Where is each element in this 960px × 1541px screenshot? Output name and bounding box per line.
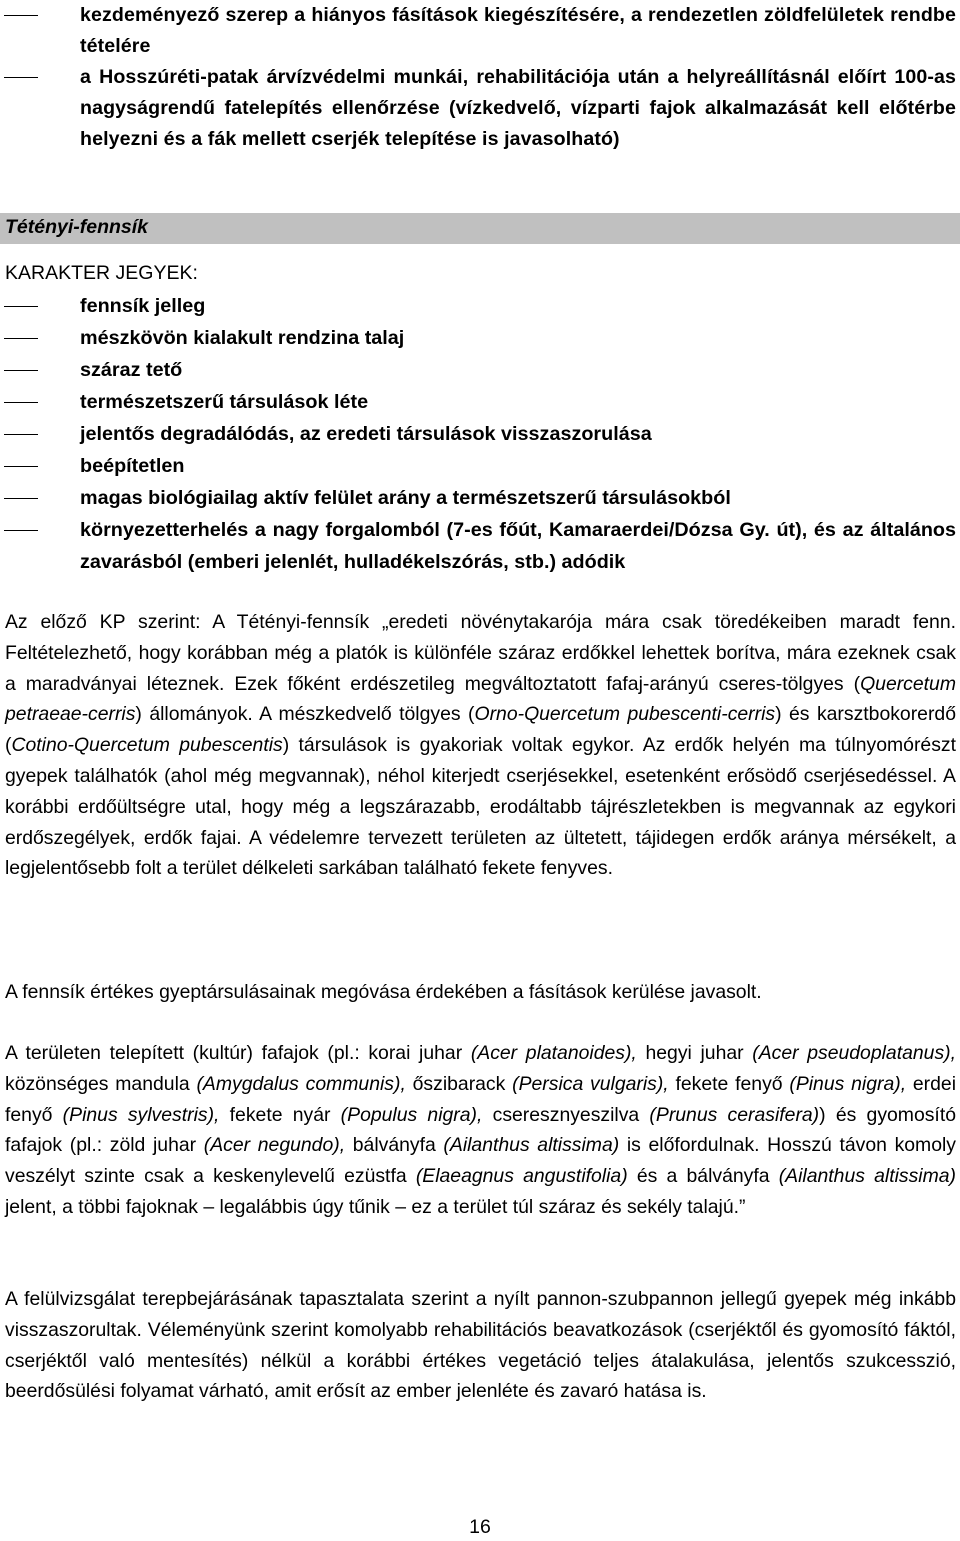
text-segment: és a bálványfa — [627, 1165, 779, 1188]
trait-text: fennsík jelleg — [80, 295, 206, 317]
trait-text: beépítetlen — [80, 455, 185, 477]
text-segment: bálványfa — [345, 1134, 444, 1157]
species-name: (Ailanthus altissima) — [443, 1134, 620, 1157]
list-item — [0, 0, 960, 62]
dash-bullet-icon — [4, 498, 38, 499]
species-name: Cotino-Quercetum pubescentis — [11, 734, 283, 757]
paragraph-previous-plan — [5, 607, 956, 884]
text-segment: ) és gyomosító fafajok (pl.: zöld juhar — [5, 1103, 956, 1157]
list-item — [0, 418, 960, 450]
dash-bullet-icon — [4, 77, 38, 78]
recommendation-list — [0, 0, 960, 155]
list-item — [0, 62, 960, 155]
species-name: (Populus nigra), — [340, 1103, 483, 1126]
dash-bullet-icon — [4, 338, 38, 339]
text-segment: is előfordulnak. Hosszú távon komoly veszélyt szinte csak a keskenylevelű ezüstfa — [5, 1134, 956, 1188]
species-name: (Amygdalus communis), — [196, 1072, 406, 1095]
text-segment: fekete nyár — [219, 1103, 341, 1126]
dash-bullet-icon — [4, 306, 38, 307]
text-segment: ) társulások is gyakoriak voltak egykor. Az erdők helyén ma túlnyomórészt gyepek találhatók (ahol még megvannak), néhol kiterjedt cserjésekkel, esetenként erősödő cserjésedéssel. A korábbi erdőültségre utal, hogy még a legszárazabb, erodáltabb tájrészletekben is megvannak az egykori erdőszegélyek, erdők fajai. A védelemre tervezett területen az ültetett, tájidegen erdők aránya mérsékelt, a legjelentősebb folt a terület délkeleti sarkában található fekete fenyves. — [5, 734, 956, 880]
species-name: (Persica vulgaris), — [512, 1072, 669, 1095]
text-segment: őszibarack — [405, 1072, 513, 1095]
text-segment: hegyi juhar — [636, 1042, 753, 1064]
dash-bullet-icon — [4, 466, 38, 467]
text-segment: erdei fenyő — [5, 1072, 957, 1126]
list-item — [0, 354, 960, 386]
species-name: Orno-Quercetum pubescenti-cerris — [474, 703, 776, 726]
list-item — [0, 386, 960, 418]
species-name: (Pinus sylvestris), — [62, 1103, 220, 1126]
trait-text: száraz tető — [80, 359, 183, 381]
trait-text: magas biológiailag aktív felület arány a természetszerű társulásokból — [80, 487, 731, 509]
species-name: (Elaeagnus angustifolia) — [415, 1165, 628, 1188]
text-segment: jelent, a többi fajoknak – legalábbis úgy tűnik – ez a terület túl száraz és sekély talajú.” — [5, 1195, 746, 1218]
list-item — [0, 450, 960, 482]
list-item-text: kezdeményező szerep a hiányos fásítások kiegészítésére, a rendezetlen zöldfelületek rendbe tételére — [80, 4, 956, 57]
dash-bullet-icon — [4, 530, 38, 531]
trait-text: jelentős degradálódás, az eredeti társulások visszaszorulása — [80, 423, 652, 445]
list-item — [0, 482, 960, 514]
text-segment: Az előző KP szerint: A Tétényi-fennsík „eredeti növénytakarója mára csak töredékeiben maradt fenn. Feltételezhető, hogy korábban még a platók is különféle száraz erdőkkel lehettek borítva, mára ezeknek csak a maradványai léteznek. Ezek főként erdészetileg megváltoztatott fafaj-arányú cseres-tölgyes ( — [5, 611, 956, 695]
list-item — [0, 514, 960, 578]
list-item — [0, 290, 960, 322]
paragraph-review-findings: A felülvizsgálat terepbejárásának tapasztalata szerint a nyílt pannon-szubpannon jellegű gyepek még inkább visszaszorultak. Véleményünk szerint komolyabb rehabilitációs beavatkozások (cserjéktől és gyomosító fáktól, cserjéktől való mentesítés) nélkül a korábbi értékes vegetáció teljes átalakulása, jelentős szukcesszió, beerdősülési folyamat várható, amit erősít az ember jelenléte és zavaró hatása is. — [5, 1288, 956, 1403]
dash-bullet-icon — [4, 370, 38, 371]
species-name: (Acer negundo), — [203, 1134, 346, 1157]
species-name: Quercetum petraeae-cerris — [5, 672, 956, 726]
text-segment: ) állományok. A mészkedvelő tölgyes ( — [135, 703, 475, 726]
species-name: (Ailanthus altissima) — [778, 1165, 956, 1188]
dash-bullet-icon — [4, 434, 38, 435]
species-name: (Acer pseudoplatanus), — [752, 1042, 956, 1064]
section-heading-bar — [0, 213, 960, 244]
traits-label: KARAKTER JEGYEK: — [5, 262, 198, 284]
paragraph-grassland-protection: A fennsík értékes gyeptársulásainak megóvása érdekében a fásítások kerülése javasolt. — [5, 981, 762, 1003]
page-number: 16 — [469, 1516, 491, 1538]
text-segment: cseresznyeszilva — [482, 1103, 650, 1126]
text-segment: közönséges mandula — [5, 1072, 197, 1095]
species-name: (Prunus cerasifera) — [649, 1103, 820, 1126]
species-name: (Pinus nigra), — [789, 1072, 907, 1095]
traits-list — [0, 290, 960, 578]
trait-text: mészkövön kialakult rendzina talaj — [80, 327, 405, 349]
paragraph-planted-species — [5, 1038, 956, 1223]
section-title: Tétényi-fennsík — [5, 216, 149, 238]
text-segment: fekete fenyő — [668, 1072, 790, 1095]
species-name: (Acer platanoides), — [470, 1042, 637, 1064]
text-segment: A területen telepített (kultúr) fafajok (pl.: korai juhar — [5, 1042, 471, 1064]
list-item — [0, 322, 960, 354]
text-segment: ) és karsztbokorerdő ( — [5, 703, 956, 757]
dash-bullet-icon — [4, 15, 38, 16]
list-item-text: a Hosszúréti-patak árvízvédelmi munkái, rehabilitációja után a helyreállításnál előírt 100-as nagyságrendű fatelepítés ellenőrzése (vízkedvelő, vízparti fajok alkalmazását kell előtérbe helyezni és a fák mellett cserjék telepítése is javasolható) — [80, 66, 956, 150]
trait-text: természetszerű társulások léte — [80, 391, 369, 413]
dash-bullet-icon — [4, 402, 38, 403]
trait-text: környezetterhelés a nagy forgalomból (7-es főút, Kamaraerdei/Dózsa Gy. út), és az általános zavarásból (emberi jelenlét, hulladékelszórás, stb.) adódik — [80, 519, 956, 573]
